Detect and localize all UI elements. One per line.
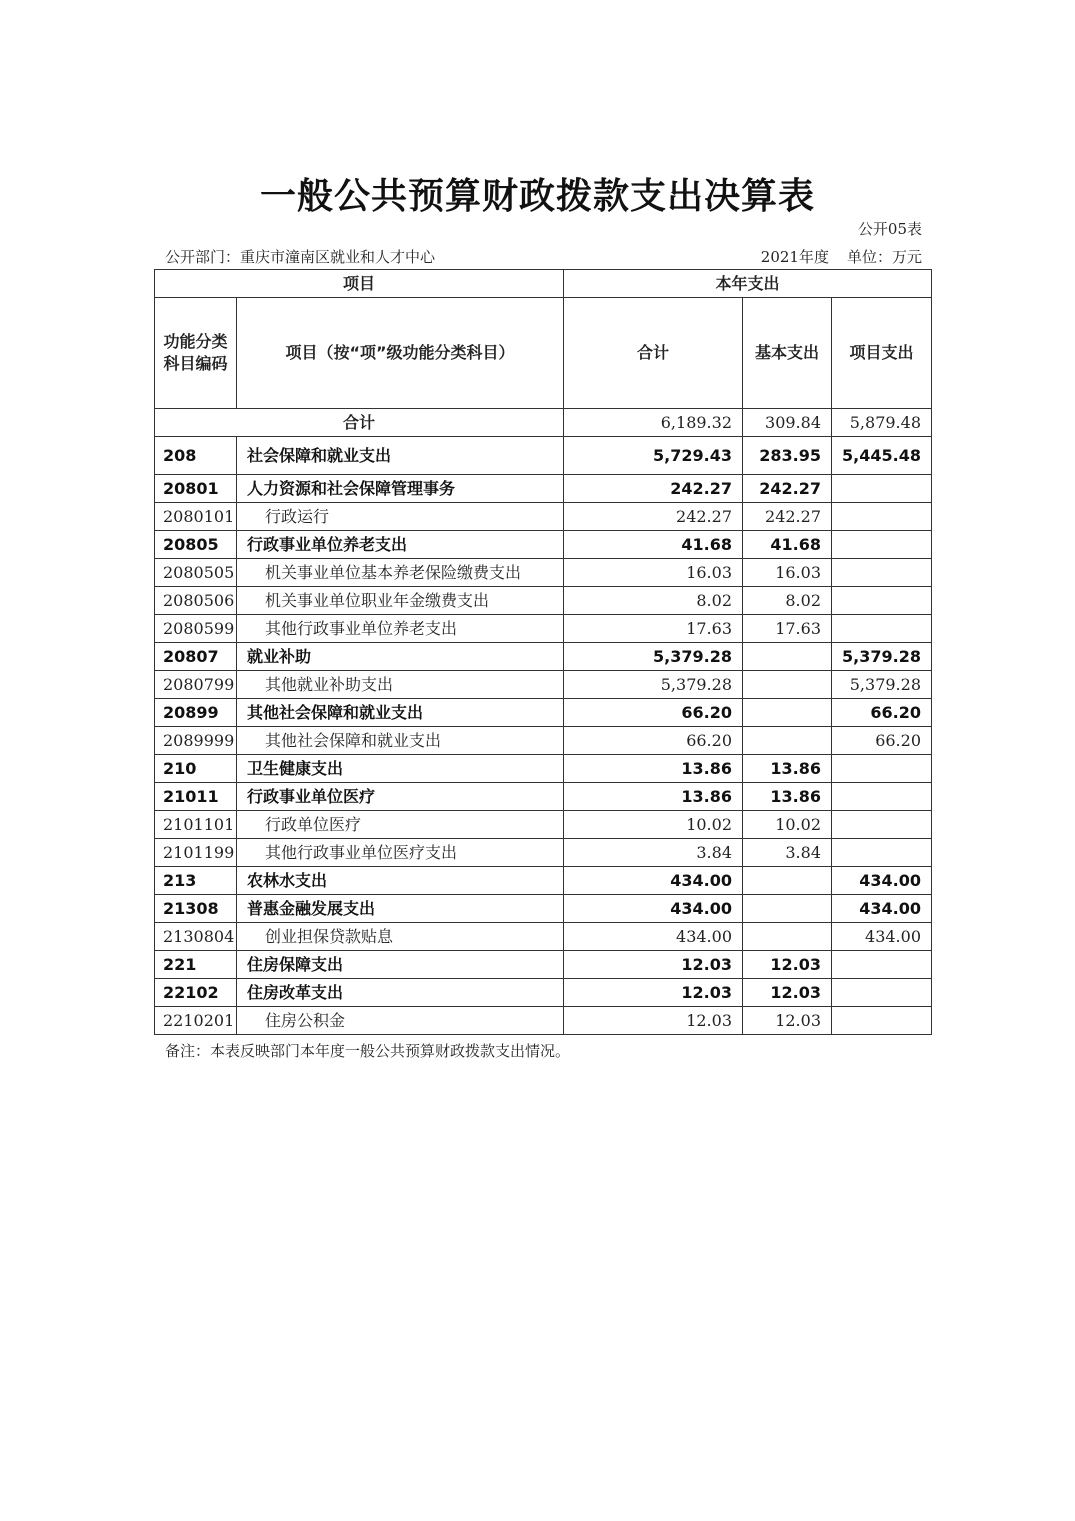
row-code: 20805 [155, 531, 237, 559]
row-basic [743, 895, 832, 923]
row-code: 2101101 [155, 811, 237, 839]
row-total: 434.00 [564, 923, 743, 951]
row-code: 2130804 [155, 923, 237, 951]
row-code: 22102 [155, 979, 237, 1007]
row-basic [743, 727, 832, 755]
total-project: 5,879.48 [832, 409, 932, 437]
table-row [155, 643, 932, 671]
row-basic: 12.03 [743, 951, 832, 979]
header-row-1 [155, 270, 932, 298]
row-name: 卫生健康支出 [237, 755, 564, 783]
fiscal-year: 2021年度 [760, 248, 829, 266]
row-code: 208 [155, 437, 237, 475]
row-project [832, 503, 932, 531]
table-row [155, 437, 932, 475]
item-header: 项目 [155, 270, 564, 298]
table-row [155, 503, 932, 531]
form-number: 公开05表 [857, 220, 922, 238]
row-code: 2210201 [155, 1007, 237, 1035]
row-project: 5,445.48 [832, 437, 932, 475]
table-row [155, 587, 932, 615]
row-basic: 12.03 [743, 979, 832, 1007]
row-total: 41.68 [564, 531, 743, 559]
row-name: 人力资源和社会保障管理事务 [237, 475, 564, 503]
table-row [155, 475, 932, 503]
row-code: 2080505 [155, 559, 237, 587]
row-project: 434.00 [832, 923, 932, 951]
row-code: 210 [155, 755, 237, 783]
row-total: 12.03 [564, 1007, 743, 1035]
table-row [155, 671, 932, 699]
row-total: 17.63 [564, 615, 743, 643]
department-label: 公开部门：重庆市潼南区就业和人才中心 [165, 248, 436, 266]
project-header: 项目支出 [832, 298, 932, 409]
row-name: 其他就业补助支出 [237, 671, 564, 699]
table-row [155, 699, 932, 727]
table-row [155, 923, 932, 951]
table-row [155, 783, 932, 811]
row-code: 2080101 [155, 503, 237, 531]
table-row [155, 615, 932, 643]
row-total: 3.84 [564, 839, 743, 867]
row-basic [743, 699, 832, 727]
budget-table [154, 269, 932, 1035]
row-code: 2080506 [155, 587, 237, 615]
row-total: 13.86 [564, 783, 743, 811]
row-project: 66.20 [832, 699, 932, 727]
row-total: 434.00 [564, 867, 743, 895]
row-basic [743, 671, 832, 699]
row-name: 住房改革支出 [237, 979, 564, 1007]
row-basic: 242.27 [743, 503, 832, 531]
table-row [155, 811, 932, 839]
row-project [832, 951, 932, 979]
row-project [832, 755, 932, 783]
name-header: 项目（按“项”级功能分类科目） [237, 298, 564, 409]
unit-label: 单位：万元 [846, 248, 922, 266]
table-row [155, 755, 932, 783]
row-name: 创业担保贷款贴息 [237, 923, 564, 951]
table-row [155, 727, 932, 755]
row-total: 10.02 [564, 811, 743, 839]
code-header: 功能分类科目编码 [155, 298, 237, 409]
row-name: 行政运行 [237, 503, 564, 531]
basic-header: 基本支出 [743, 298, 832, 409]
row-total: 66.20 [564, 727, 743, 755]
row-total: 5,729.43 [564, 437, 743, 475]
row-basic: 242.27 [743, 475, 832, 503]
row-basic: 13.86 [743, 755, 832, 783]
row-project [832, 559, 932, 587]
row-total: 5,379.28 [564, 671, 743, 699]
row-code: 2080599 [155, 615, 237, 643]
total-basic: 309.84 [743, 409, 832, 437]
header-row-2 [155, 298, 932, 409]
row-project [832, 811, 932, 839]
row-code: 2080799 [155, 671, 237, 699]
table-row [155, 531, 932, 559]
page-title: 一般公共预算财政拨款支出决算表 [259, 176, 815, 217]
row-basic: 283.95 [743, 437, 832, 475]
year-unit [761, 246, 922, 267]
row-project: 5,379.28 [832, 671, 932, 699]
row-basic: 12.03 [743, 1007, 832, 1035]
row-basic: 13.86 [743, 783, 832, 811]
row-basic [743, 923, 832, 951]
row-project [832, 531, 932, 559]
row-code: 21308 [155, 895, 237, 923]
row-basic: 8.02 [743, 587, 832, 615]
row-total: 242.27 [564, 503, 743, 531]
row-total: 66.20 [564, 699, 743, 727]
row-code: 2089999 [155, 727, 237, 755]
row-code: 21011 [155, 783, 237, 811]
row-code: 20801 [155, 475, 237, 503]
row-basic: 41.68 [743, 531, 832, 559]
row-name: 其他行政事业单位医疗支出 [237, 839, 564, 867]
row-name: 行政事业单位医疗 [237, 783, 564, 811]
row-basic: 17.63 [743, 615, 832, 643]
table-row [155, 1007, 932, 1035]
row-name: 就业补助 [237, 643, 564, 671]
table-row [155, 559, 932, 587]
row-project [832, 979, 932, 1007]
row-project: 434.00 [832, 895, 932, 923]
row-name: 其他社会保障和就业支出 [237, 727, 564, 755]
row-name: 其他行政事业单位养老支出 [237, 615, 564, 643]
total-amount: 6,189.32 [564, 409, 743, 437]
row-name: 社会保障和就业支出 [237, 437, 564, 475]
row-code: 221 [155, 951, 237, 979]
row-total: 434.00 [564, 895, 743, 923]
row-project: 66.20 [832, 727, 932, 755]
table-row [155, 895, 932, 923]
row-name: 住房保障支出 [237, 951, 564, 979]
row-name: 机关事业单位职业年金缴费支出 [237, 587, 564, 615]
row-name: 农林水支出 [237, 867, 564, 895]
row-total: 16.03 [564, 559, 743, 587]
row-total: 13.86 [564, 755, 743, 783]
row-basic: 3.84 [743, 839, 832, 867]
footnote: 备注：本表反映部门本年度一般公共预算财政拨款支出情况。 [165, 1042, 571, 1060]
row-code: 213 [155, 867, 237, 895]
row-project [832, 587, 932, 615]
row-total: 8.02 [564, 587, 743, 615]
row-basic: 10.02 [743, 811, 832, 839]
row-project [832, 783, 932, 811]
total-label: 合计 [155, 409, 564, 437]
table-row [155, 951, 932, 979]
row-name: 住房公积金 [237, 1007, 564, 1035]
row-basic [743, 643, 832, 671]
row-name: 普惠金融发展支出 [237, 895, 564, 923]
table-row [155, 979, 932, 1007]
table-row [155, 839, 932, 867]
row-code: 2101199 [155, 839, 237, 867]
row-total: 5,379.28 [564, 643, 743, 671]
row-name: 行政单位医疗 [237, 811, 564, 839]
row-name: 行政事业单位养老支出 [237, 531, 564, 559]
row-total: 242.27 [564, 475, 743, 503]
row-name: 其他社会保障和就业支出 [237, 699, 564, 727]
row-project [832, 615, 932, 643]
row-total: 12.03 [564, 951, 743, 979]
row-project [832, 475, 932, 503]
row-basic [743, 867, 832, 895]
row-project [832, 1007, 932, 1035]
current-year-header: 本年支出 [564, 270, 932, 298]
table-row [155, 867, 932, 895]
row-total: 12.03 [564, 979, 743, 1007]
row-code: 20899 [155, 699, 237, 727]
row-project: 5,379.28 [832, 643, 932, 671]
row-code: 20807 [155, 643, 237, 671]
row-basic: 16.03 [743, 559, 832, 587]
total-row [155, 409, 932, 437]
total-header: 合计 [564, 298, 743, 409]
row-name: 机关事业单位基本养老保险缴费支出 [237, 559, 564, 587]
row-project: 434.00 [832, 867, 932, 895]
row-project [832, 839, 932, 867]
